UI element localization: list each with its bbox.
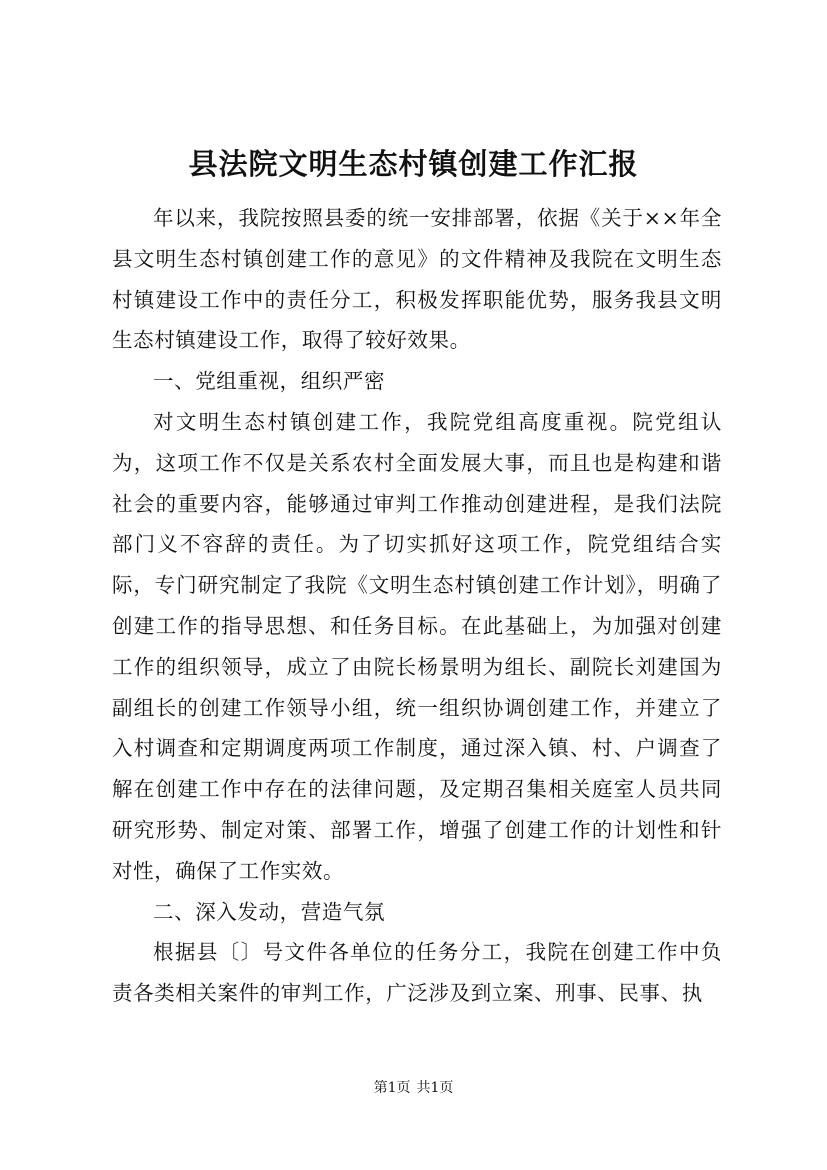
paragraph-intro: 年以来，我院按照县委的统一安排部署，依据《关于××年全县文明生态村镇创建工作的意见》的文件精神及我院在文明生态村镇建设工作中的责任分工，积极发挥职能优势，服务我县文明生态村镇建设工作，取得了较好效果。 [112,206,722,353]
section-heading-2: 二、深入发动，营造气氛 [153,899,386,924]
paragraph-section-2: 根据县〔〕号文件各单位的任务分工，我院在创建工作中负责各类相关案件的审判工作，广泛涉及到立案、刑事、民事、执 [112,940,722,1006]
section-heading-1: 一、党组重视，组织严密 [153,369,386,394]
document-title: 县法院文明生态村镇创建工作汇报 [188,147,639,181]
page-footer [0,1078,827,1098]
document-body [112,198,722,1014]
page-number-current: 第1页 [373,1080,411,1096]
paragraph-section-1: 对文明生态村镇创建工作，我院党组高度重视。院党组认为，这项工作不仅是关系农村全面发展大事，而且也是构建和谐社会的重要内容，能够通过审判工作推动创建进程，是我们法院部门义不容辞的责任。为了切实抓好这项工作，院党组结合实际，专门研究制定了我院《文明生态村镇创建工作计划》，明确了创建工作的指导思想、和任务目标。在此基础上，为加强对创建工作的组织领导，成立了由院长杨景明为组长、副院长刘建国为副组长的创建工作领导小组，统一组织协调创建工作，并建立了入村调查和定期调度两项工作制度，通过深入镇、村、户调查了解在创建工作中存在的法律问题，及定期召集相关庭室人员共同研究形势、制定对策、部署工作，增强了创建工作的计划性和针对性，确保了工作实效。 [112,409,722,883]
page-number-total: 共1页 [416,1080,454,1096]
